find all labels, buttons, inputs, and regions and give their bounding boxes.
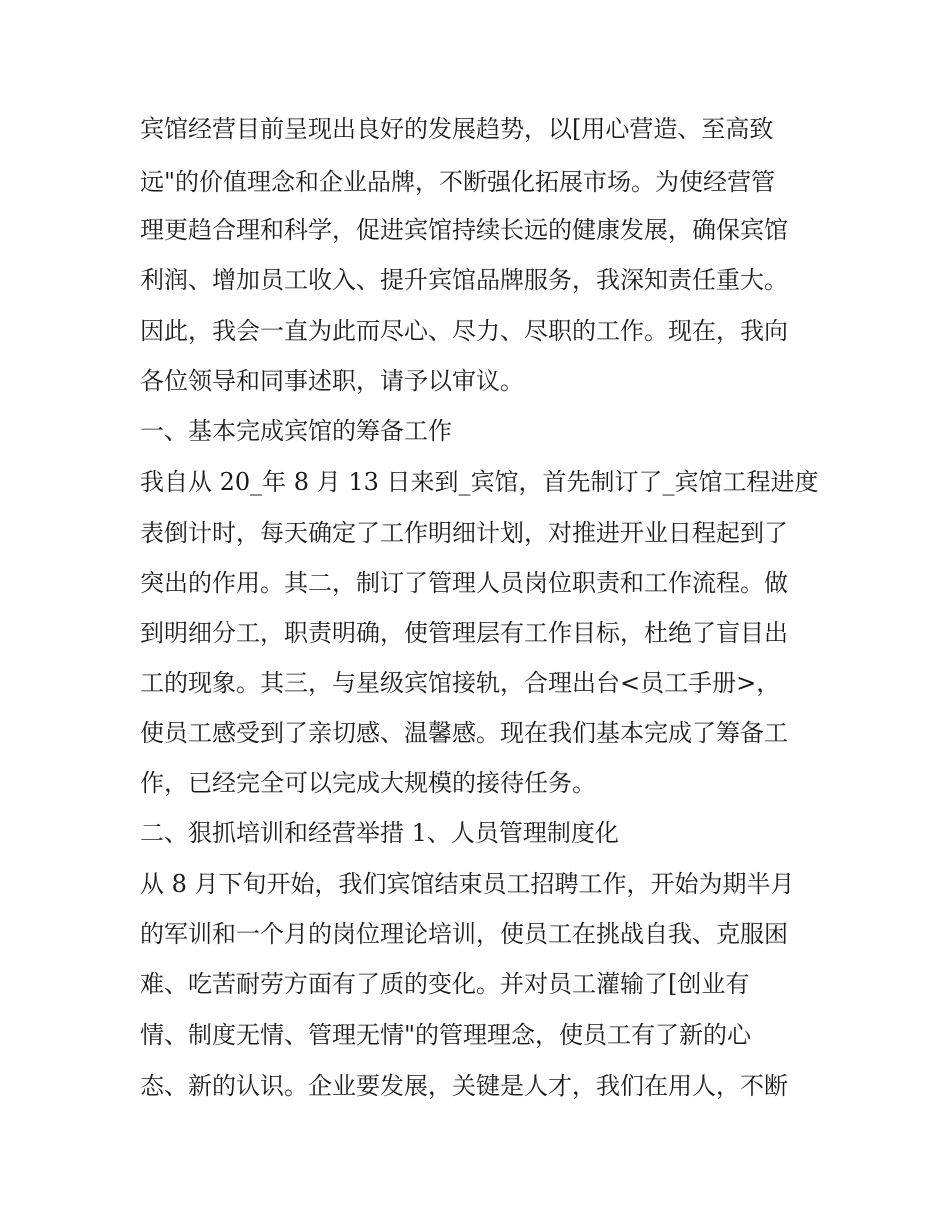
- section-heading: 一、基本完成宾馆的筹备工作: [140, 417, 452, 445]
- text-line: 我自从 20_年 8 月 13 日来到_宾馆，首先制订了_宾馆工程进度: [140, 468, 819, 496]
- text-line: 难、吃苦耐劳方面有了质的变化。并对员工灌输了[创业有: [140, 970, 750, 998]
- section-heading: 二、狠抓培训和经营举措 1、人员管理制度化: [140, 819, 619, 847]
- text-line: 突出的作用。其二，制订了管理人员岗位职责和工作流程。做: [140, 569, 788, 597]
- text-line: 作，已经完全可以完成大规模的接待任务。: [140, 769, 596, 797]
- text-line: 因此，我会一直为此而尽心、尽力、尽职的工作。现在，我向: [140, 317, 788, 345]
- text-line: 情、制度无情、管理无情"的管理理念，使员工有了新的心: [140, 1021, 752, 1049]
- text-line: 到明细分工，职责明确，使管理层有工作目标，杜绝了盲目出: [140, 619, 788, 647]
- text-line: 利润、增加员工收入、提升宾馆品牌服务，我深知责任重大。: [140, 266, 788, 294]
- text-line: 态、新的认识。企业要发展，关键是人才，我们在用人，不断: [140, 1072, 788, 1100]
- text-line: 远"的价值理念和企业品牌，不断强化拓展市场。为使经营管: [140, 168, 776, 196]
- text-line: 使员工感受到了亲切感、温馨感。现在我们基本完成了筹备工: [140, 719, 788, 747]
- text-line: 宾馆经营目前呈现出良好的发展趋势，以[用心营造、至高致: [140, 115, 774, 143]
- text-line: 表倒计时，每天确定了工作明细计划，对推进开业日程起到了: [140, 519, 788, 547]
- text-line: 各位领导和同事述职，请予以审议。: [140, 367, 524, 395]
- text-line: 从 8 月下旬开始，我们宾馆结束员工招聘工作，开始为期半月: [140, 870, 795, 898]
- text-line: 工的现象。其三，与星级宾馆接轨，合理出台<员工手册>，: [140, 669, 781, 697]
- text-line: 理更趋合理和科学，促进宾馆持续长远的健康发展，确保宾馆: [140, 216, 788, 244]
- text-line: 的军训和一个月的岗位理论培训，使员工在挑战自我、克服困: [140, 920, 788, 948]
